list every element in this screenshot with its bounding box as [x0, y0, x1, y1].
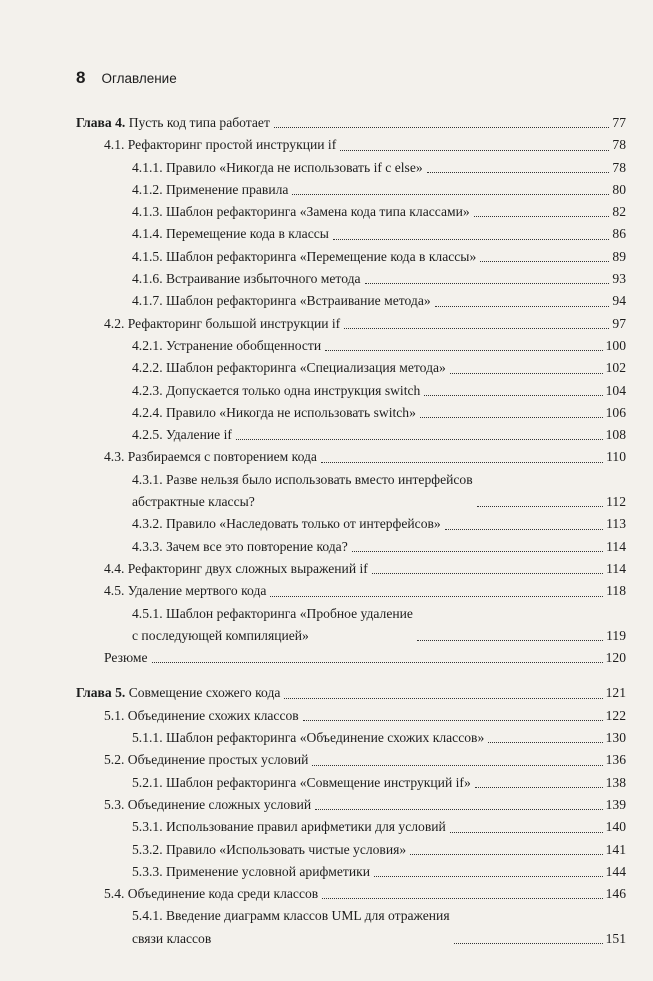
entry-title: 4.1.4. Перемещение кода в классы	[132, 226, 329, 242]
entry-title: 4.3.2. Правило «Наследовать только от интерфейсов»	[132, 516, 441, 532]
entry-title: 4.1.7. Шаблон рефакторинга «Встраивание метода»	[132, 293, 431, 309]
entry-title: 4.1. Рефакторинг простой инструкции if	[104, 137, 337, 153]
toc-entry[interactable]	[76, 223, 626, 245]
dot-leader	[410, 854, 602, 855]
toc-entry[interactable]	[76, 861, 626, 883]
toc-entry[interactable]	[76, 246, 626, 268]
toc-entry[interactable]	[76, 424, 626, 446]
dot-leader	[270, 596, 603, 597]
page-ref: 78	[612, 159, 626, 175]
dot-leader	[475, 787, 603, 788]
dot-leader	[292, 194, 609, 195]
toc-entry[interactable]	[76, 883, 626, 905]
toc-entry[interactable]	[76, 179, 626, 201]
page-ref: 100	[605, 337, 626, 353]
toc-chapter-5[interactable]	[76, 682, 626, 704]
table-of-contents	[76, 112, 626, 963]
dot-leader	[322, 898, 602, 899]
toc-entry[interactable]	[76, 335, 626, 357]
toc-entry[interactable]	[76, 357, 626, 379]
page-ref: 108	[605, 427, 626, 443]
dot-leader	[474, 216, 610, 217]
page-ref: 80	[612, 181, 626, 197]
page-ref: 138	[605, 774, 626, 790]
entry-title: 4.1.5. Шаблон рефакторинга «Перемещение кода в классы»	[132, 248, 477, 264]
toc-entry[interactable]	[76, 603, 626, 648]
dot-leader	[325, 350, 603, 351]
toc-entry[interactable]	[76, 402, 626, 424]
toc-entry[interactable]	[76, 794, 626, 816]
toc-entry[interactable]	[76, 536, 626, 558]
toc-entry[interactable]	[76, 380, 626, 402]
dot-leader	[312, 765, 602, 766]
page-ref: 106	[605, 404, 626, 420]
entry-title: 5.3.1. Использование правил арифметики для условий	[132, 819, 446, 835]
dot-leader	[274, 127, 609, 128]
page-ref: 82	[612, 204, 626, 220]
dot-leader	[303, 720, 603, 721]
chapter-label: Глава 5.	[76, 685, 126, 701]
entry-title: 4.2.1. Устранение обобщенности	[132, 337, 322, 353]
entry-title: 4.1.6. Встраивание избыточного метода	[132, 271, 361, 287]
dot-leader	[417, 640, 603, 641]
page-number: 8	[76, 68, 86, 87]
dot-leader	[488, 742, 602, 743]
chapter-4-group	[76, 112, 626, 669]
entry-title: 5.1.1. Шаблон рефакторинга «Объединение схожих классов»	[132, 730, 485, 746]
page-ref: 120	[605, 650, 626, 666]
page-ref: 139	[605, 796, 626, 812]
dot-leader	[340, 150, 609, 151]
page-ref: 104	[605, 382, 626, 398]
toc-entry[interactable]	[76, 157, 626, 179]
dot-leader	[420, 417, 603, 418]
toc-entry[interactable]	[76, 580, 626, 602]
toc-entry[interactable]	[76, 513, 626, 535]
dot-leader	[315, 809, 602, 810]
page-ref: 110	[606, 449, 626, 465]
page-ref: 89	[612, 248, 626, 264]
chapter-label: Глава 4.	[76, 115, 126, 130]
toc-entry[interactable]	[76, 749, 626, 771]
dot-leader	[424, 395, 602, 396]
page-ref: 112	[606, 494, 626, 510]
entry-title: 4.2.3. Допускается только одна инструкция switch	[132, 382, 421, 398]
page-ref: 122	[605, 707, 626, 723]
page-ref: 144	[605, 863, 626, 879]
page-ref: 102	[605, 360, 626, 376]
entry-title: 4.3.3. Зачем все это повторение кода?	[132, 538, 348, 554]
dot-leader	[450, 373, 603, 374]
entry-title: 4.2. Рефакторинг большой инструкции if	[104, 315, 341, 331]
toc-chapter-4[interactable]	[76, 112, 626, 134]
page-ref: 151	[605, 930, 626, 946]
dot-leader	[480, 261, 609, 262]
toc-entry[interactable]	[76, 705, 626, 727]
entry-title: 4.3. Разбираемся с повторением кода	[104, 449, 317, 465]
entry-title-line1: 5.4.1. Введение диаграмм классов UML для отражения	[132, 908, 450, 924]
entry-title: 5.2. Объединение простых условий	[104, 752, 309, 768]
toc-entry[interactable]	[76, 201, 626, 223]
dot-leader	[284, 698, 602, 699]
toc-entry[interactable]	[76, 727, 626, 749]
toc-entry[interactable]	[76, 469, 626, 514]
page-ref: 97	[612, 315, 626, 331]
running-title: Оглавление	[101, 71, 177, 86]
dot-leader	[445, 529, 603, 530]
dot-leader	[321, 462, 603, 463]
toc-entry[interactable]	[76, 268, 626, 290]
dot-leader	[477, 506, 603, 507]
page-ref: 118	[606, 583, 626, 599]
entry-title: 5.4. Объединение кода среди классов	[104, 886, 319, 902]
page-ref: 114	[606, 538, 626, 554]
entry-title: Резюме	[104, 650, 148, 666]
entry-title-line2: связи классов	[132, 930, 212, 946]
entry-title: 5.3. Объединение сложных условий	[104, 796, 312, 812]
page-ref: 113	[606, 516, 626, 532]
entry-title: 4.2.5. Удаление if	[132, 427, 232, 443]
entry-title-line1: 4.5.1. Шаблон рефакторинга «Пробное удаление	[132, 605, 413, 621]
entry-title: 4.1.1. Правило «Никогда не использовать if с else»	[132, 159, 423, 175]
page-ref: 94	[612, 293, 626, 309]
dot-leader	[152, 662, 603, 663]
dot-leader	[333, 239, 610, 240]
chapter-title: Совмещение схожего кода	[128, 685, 281, 701]
page-header	[76, 68, 177, 88]
page-ref: 78	[612, 137, 626, 153]
toc-entry[interactable]	[76, 446, 626, 468]
dot-leader	[450, 832, 603, 833]
entry-title: 5.3.2. Правило «Использовать чистые условия»	[132, 841, 407, 857]
dot-leader	[352, 551, 603, 552]
dot-leader	[374, 876, 603, 877]
page-ref: 130	[605, 730, 626, 746]
entry-title: 4.1.2. Применение правила	[132, 181, 289, 197]
dot-leader	[236, 439, 603, 440]
page-ref: 119	[606, 627, 626, 643]
page-ref: 141	[605, 841, 626, 857]
entry-title: 4.5. Удаление мертвого кода	[104, 583, 267, 599]
toc-entry[interactable]	[76, 839, 626, 861]
toc-entry[interactable]	[76, 558, 626, 580]
dot-leader	[427, 172, 610, 173]
entry-title: 4.4. Рефакторинг двух сложных выражений if	[104, 560, 368, 576]
toc-entry-summary[interactable]	[76, 647, 626, 669]
toc-entry[interactable]	[76, 134, 626, 156]
entry-title-line2: абстрактные классы?	[132, 494, 255, 510]
toc-entry[interactable]	[76, 905, 626, 950]
entry-title: 5.3.3. Применение условной арифметики	[132, 863, 371, 879]
chapter-5-group	[76, 682, 626, 950]
entry-title-line2: с последующей компиляцией»	[132, 627, 309, 643]
entry-title: 4.1.3. Шаблон рефакторинга «Замена кода типа классами»	[132, 204, 470, 220]
entry-title-line1: 4.3.1. Разве нельзя было использовать вместо интерфейсов	[132, 471, 473, 487]
dot-leader	[454, 943, 603, 944]
entry-title: 4.2.2. Шаблон рефакторинга «Специализация метода»	[132, 360, 446, 376]
dot-leader	[372, 573, 603, 574]
dot-leader	[435, 306, 610, 307]
page-ref: 93	[612, 271, 626, 287]
dot-leader	[365, 283, 610, 284]
page-ref: 86	[612, 226, 626, 242]
page-ref: 114	[606, 560, 626, 576]
dot-leader	[344, 328, 609, 329]
page-ref: 77	[612, 115, 626, 130]
entry-title: 4.2.4. Правило «Никогда не использовать switch»	[132, 404, 416, 420]
toc-entry[interactable]	[76, 290, 626, 312]
toc-entry[interactable]	[76, 772, 626, 794]
entry-title: 5.1. Объединение схожих классов	[104, 707, 299, 723]
page-ref: 146	[605, 886, 626, 902]
entry-title: 5.2.1. Шаблон рефакторинга «Совмещение инструкций if»	[132, 774, 471, 790]
toc-entry[interactable]	[76, 816, 626, 838]
page-ref: 140	[605, 819, 626, 835]
page-ref: 121	[605, 685, 626, 701]
chapter-title: Пусть код типа работает	[128, 115, 270, 130]
page-ref: 136	[605, 752, 626, 768]
toc-entry[interactable]	[76, 313, 626, 335]
